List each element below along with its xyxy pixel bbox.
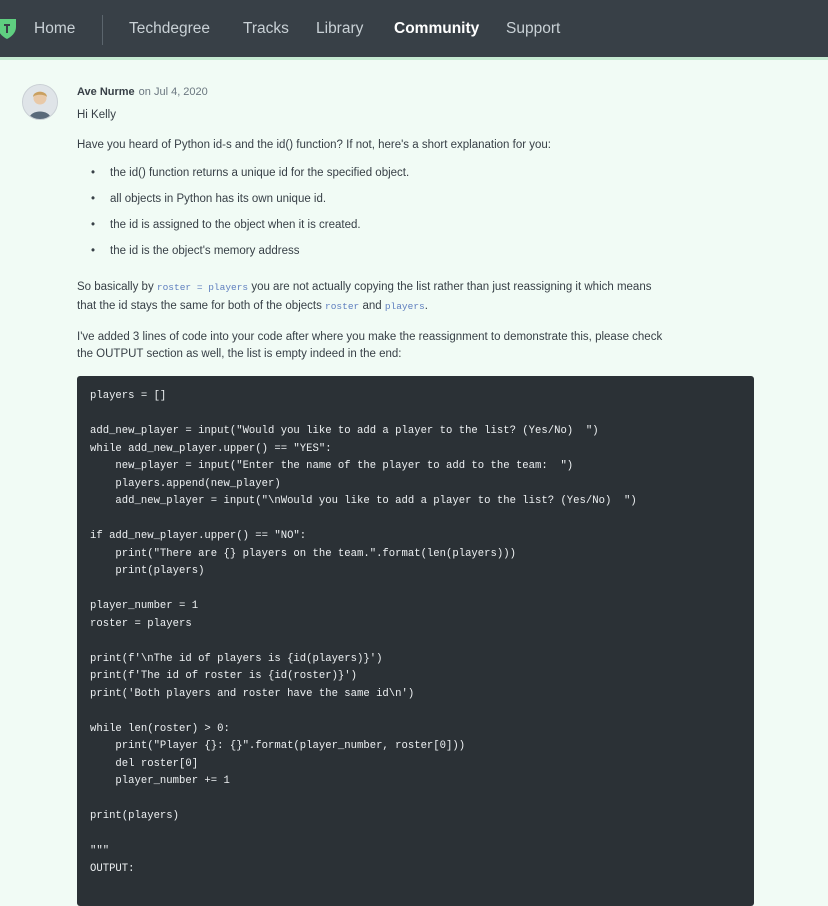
nav-home[interactable]: Home [34,20,76,37]
code-line: print(f'The id of roster is {id(roster)}') [90,670,358,682]
explanation-line-1: So basically by roster = players you are not actually copying the list rather than just reassigning it which means [77,281,652,293]
code-line: players = [] [90,390,167,402]
code-line: del roster[0] [90,757,199,770]
greeting: Hi Kelly [77,109,116,121]
code-line: print(f'\nThe id of players is {id(players)}') [90,652,383,665]
code-line: new_player = input("Enter the name of the player to add to the team: ") [90,460,574,472]
nav-divider [102,15,103,45]
code-line: while add_new_player.upper() == "YES": [90,442,332,455]
code-line: if add_new_player.upper() == "NO": [90,530,307,542]
inline-code: players [384,301,425,312]
code-block[interactable] [77,376,754,906]
list-item: • all objects in Python has its own unique id. [93,193,326,205]
code-line: print(players) [90,810,180,822]
note-line-1: I've added 3 lines of code into your code after where you make the reassignment to demonstrate this, please check [77,331,663,343]
code-line: while len(roster) > 0: [90,722,230,735]
code-line: player_number += 1 [90,775,230,787]
list-item: • the id() function returns a unique id for the specified object. [93,167,409,179]
treehouse-logo-icon[interactable] [0,15,20,41]
inline-code: roster = players [156,282,249,293]
list-item: • the id is assigned to the object when it is created. [93,219,361,231]
list-item: • the id is the object's memory address [93,245,299,257]
code-line: add_new_player = input("\nWould you like to add a player to the list? (Yes/No) ") [90,495,637,507]
code-line: """ [90,845,110,857]
code-line: print("Player {}: {}".format(player_number, roster[0])) [90,740,466,752]
post-meta [77,86,208,98]
code-line: print('Both players and roster have the same id\n') [90,687,415,700]
code-line: add_new_player = input("Would you like to add a player to the list? (Yes/No) ") [90,425,599,437]
nav-library[interactable]: Library [316,20,364,37]
nav-tracks[interactable]: Tracks [243,20,289,37]
top-nav [0,0,828,60]
note-line-2: the OUTPUT section as well, the list is empty indeed in the end: [77,348,402,360]
explanation-line-2: that the id stays the same for both of the objects roster and players. [77,300,428,312]
code-line: print(players) [90,565,205,577]
code-line: OUTPUT: [90,862,135,875]
code-line: player_number = 1 [90,600,199,612]
code-line: players.append(new_player) [90,477,281,490]
user-portrait-icon [23,85,57,119]
inline-code: roster [325,301,360,312]
nav-community[interactable]: Community [394,20,480,37]
nav-techdegree[interactable]: Techdegree [129,20,211,37]
code-line: roster = players [90,617,192,630]
code-line: print("There are {} players on the team.".format(len(players))) [90,547,516,560]
avatar[interactable] [22,84,58,120]
nav-support[interactable]: Support [506,20,561,37]
intro-text: Have you heard of Python id-s and the id() function? If not, here's a short explanation for you: [77,139,551,151]
post-date: on Jul 4, 2020 [138,86,208,98]
author-name[interactable]: Ave Nurme [77,86,135,98]
